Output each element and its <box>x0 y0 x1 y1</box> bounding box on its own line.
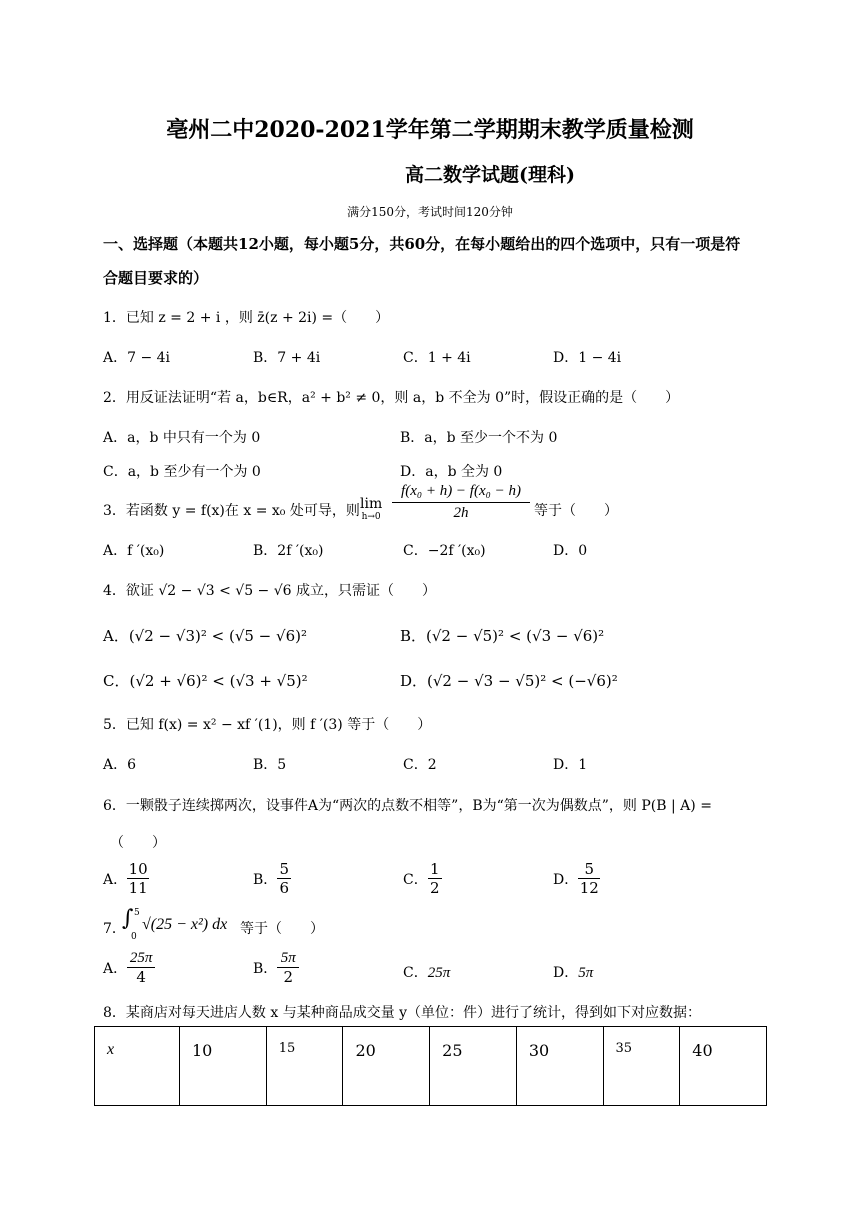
question-6-stem: 6．一颗骰子连续掷两次，设事件A为“两次的点数不相等”，B为“第一次为偶数点”，则 P(B | A) = <box>103 798 712 814</box>
question-4-option-c: C．(√2 + √6)² < (√3 + √5)² <box>103 672 308 690</box>
option-fraction <box>578 860 600 897</box>
fraction-numerator: 10 <box>128 860 148 878</box>
limit-fraction <box>392 483 530 522</box>
table-row-header: x <box>95 1027 180 1106</box>
fraction-denominator: 12 <box>579 879 599 897</box>
question-3-stem: 3．若函数 y = f(x)在 x = x₀ 处可导，则 <box>103 503 360 519</box>
question-5-stem: 5．已知 f(x) = x² − xf ′(1)，则 f ′(3) 等于（ ） <box>103 717 432 733</box>
question-2-option-c: C．a，b 至少有一个为 0 <box>103 464 261 480</box>
question-5-option-a: A．6 <box>103 757 137 773</box>
question-5-option-c: C．2 <box>403 757 437 773</box>
option-fraction <box>277 950 299 986</box>
table-cell: 25 <box>430 1027 517 1106</box>
option-label: C． <box>403 965 428 981</box>
option-value: 5π <box>578 965 594 981</box>
question-7-option-d <box>553 962 593 982</box>
option-label: C． <box>403 871 428 888</box>
option-label: A． <box>103 961 128 977</box>
integral-integrand: √(25 − x²) dx <box>142 916 228 933</box>
question-6-option-b <box>253 860 291 897</box>
page-subtitle: 高二数学试题(理科) <box>405 164 575 186</box>
question-2-option-d: D．a，b 全为 0 <box>400 464 503 480</box>
table-cell: 20 <box>343 1027 430 1106</box>
limit-operator <box>360 496 382 522</box>
limit-subscript: h→0 <box>361 512 381 522</box>
fraction-numerator: 5π <box>277 950 299 968</box>
table-cell: 35 <box>603 1027 680 1106</box>
option-fraction <box>277 860 291 897</box>
question-8-stem: 8．某商店对每天进店人数 x 与某种商品成交量 y（单位：件）进行了统计，得到如下对应数据： <box>103 1005 702 1021</box>
page-title: 亳州二中2020-2021学年第二学期期末教学质量检测 <box>166 117 694 143</box>
question-5-option-d: D．1 <box>553 757 588 773</box>
section-heading-line1: 一、选择题（本题共12小题，每小题5分，共60分，在每小题给出的四个选项中，只有一项是符 <box>103 235 741 253</box>
option-fraction <box>428 860 442 897</box>
question-6-stem-cont: （ ） <box>110 835 166 851</box>
integral-upper-bound: 5 <box>134 908 140 918</box>
option-label: B． <box>253 961 278 977</box>
question-1-stem: 1．已知 z = 2 + i ，则 z̄(z + 2i) =（ ） <box>103 310 390 326</box>
question-4-option-d: D．(√2 − √3 − √5)² < (−√6)² <box>400 672 618 690</box>
question-1-option-a: A．7 − 4i <box>103 350 171 366</box>
question-2-stem: 2．用反证法证明“若 a，b∈R，a² + b² ≠ 0，则 a，b 不全为 0”时，假设正确的是（ ） <box>103 390 680 406</box>
question-4-option-b: B．(√2 − √5)² < (√3 − √6)² <box>400 627 605 645</box>
integral-sign: ∫ <box>122 906 134 931</box>
section-heading-line2: 合题目要求的） <box>103 269 209 287</box>
option-fraction <box>127 860 149 897</box>
table-cell: 10 <box>180 1027 267 1106</box>
question-6-option-d <box>553 860 600 897</box>
fraction-numerator: 5 <box>578 860 600 879</box>
question-1-option-c: C．1 + 4i <box>403 350 471 366</box>
question-7-number: 7． <box>103 921 126 937</box>
option-label: D． <box>553 965 579 981</box>
fraction-numerator: 5 <box>277 860 291 879</box>
question-7-option-c <box>403 962 450 982</box>
fraction-numerator: 1 <box>428 860 442 879</box>
exam-note: 满分150分，考试时间120分钟 <box>347 205 513 219</box>
fraction-denominator: 2 <box>429 879 440 897</box>
fraction-denominator: 2h <box>453 505 469 521</box>
question-2-option-b: B．a，b 至少一个不为 0 <box>400 430 558 446</box>
question-3-option-c: C．−2f ′(x₀) <box>403 543 486 559</box>
fraction-denominator: 2 <box>283 968 294 986</box>
question-3-option-b: B．2f ′(x₀) <box>253 543 324 559</box>
fraction-denominator: 11 <box>128 879 148 897</box>
question-7-stem-tail: 等于（ ） <box>240 921 324 937</box>
data-table <box>94 1026 767 1106</box>
option-label: D． <box>553 871 579 888</box>
question-3-option-a: A．f ′(x₀) <box>103 543 165 559</box>
limit-label: lim <box>360 496 383 512</box>
question-1-option-b: B．7 + 4i <box>253 350 321 366</box>
question-5-option-b: B．5 <box>253 757 287 773</box>
fraction-numerator: f(x₀ + h) − f(x₀ − h) <box>392 483 530 503</box>
integral-lower-bound: 0 <box>131 932 137 942</box>
fraction-numerator: 25π <box>127 950 155 968</box>
question-6-option-c <box>403 860 442 897</box>
option-label: A． <box>103 871 128 888</box>
question-3-option-d: D．0 <box>553 543 588 559</box>
question-7-option-b <box>253 950 299 986</box>
table-row <box>95 1027 767 1106</box>
question-1-option-d: D．1 − 4i <box>553 350 622 366</box>
table-cell: 15 <box>266 1027 343 1106</box>
question-2-option-a: A．a，b 中只有一个为 0 <box>103 430 261 446</box>
option-value: 25π <box>427 965 451 981</box>
table-cell: 30 <box>516 1027 603 1106</box>
question-4-stem: 4．欲证 √2 − √3 < √5 − √6 成立，只需证（ ） <box>103 583 437 599</box>
question-6-option-a <box>103 860 149 897</box>
fraction-denominator: 6 <box>279 879 290 897</box>
fraction-denominator: 4 <box>136 968 146 986</box>
option-label: B． <box>253 871 278 888</box>
question-7-option-a <box>103 950 155 986</box>
option-fraction <box>127 950 155 986</box>
table-cell: 40 <box>680 1027 767 1106</box>
question-3-stem-tail: 等于（ ） <box>534 503 618 519</box>
question-4-option-a: A．(√2 − √3)² < (√5 − √6)² <box>103 627 307 645</box>
